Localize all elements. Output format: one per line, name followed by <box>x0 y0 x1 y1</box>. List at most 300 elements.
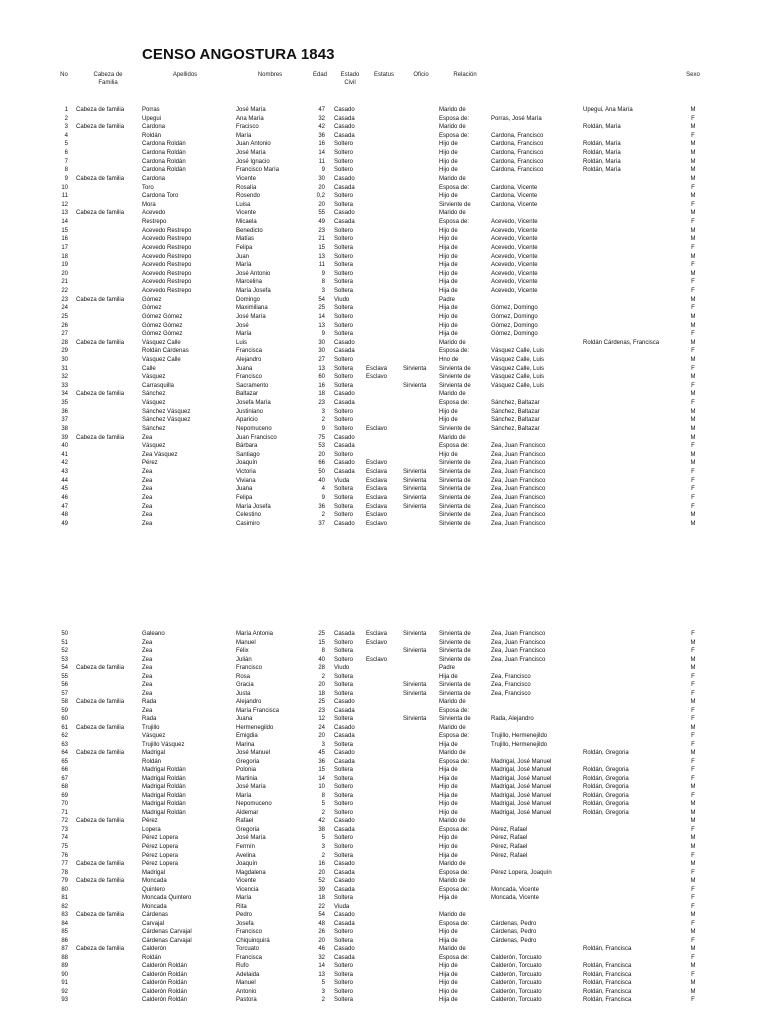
row-apellidos: Calderón Roldán <box>142 971 188 978</box>
row-apellidos: Cardona Roldán <box>142 167 186 174</box>
row-no: 39 <box>61 434 68 441</box>
row-no: 32 <box>61 374 68 381</box>
row-relacion: Marido de <box>439 818 466 825</box>
row-referencia: Gómez, Domingo <box>491 322 538 329</box>
row-estado-civil: Soltero <box>334 236 354 243</box>
row-referencia: Zea, Juan Francisco <box>491 460 546 467</box>
row-referencia: Zea, Juan Francisco <box>491 520 546 527</box>
row-edad: 28 <box>318 665 325 672</box>
row-edad: 30 <box>318 175 325 182</box>
row-nombres: Julián <box>236 656 252 663</box>
row-nombres: Aparicio <box>236 417 258 424</box>
row-no: 72 <box>61 818 68 825</box>
row-estado-civil: Casada <box>334 869 355 876</box>
row-cabeza: Cabeza de familia <box>76 861 125 868</box>
row-referencia: Acevedo, Vicente <box>491 288 538 295</box>
row-referencia: Madrigal, José Manuel <box>491 767 552 774</box>
row-apellidos: Zea <box>142 512 153 519</box>
row-apellidos: Zea <box>142 707 153 714</box>
row-relacion: Hijo de <box>439 141 458 148</box>
row-edad: 30 <box>318 339 325 346</box>
row-conyuge: Roldán, Francisca <box>583 980 632 987</box>
row-edad: 0,2 <box>316 193 325 200</box>
row-apellidos: Roldán <box>142 132 162 139</box>
row-no: 15 <box>61 227 68 234</box>
row-sexo: M <box>690 639 696 646</box>
row-apellidos: Zea <box>142 486 153 493</box>
row-estado-civil: Viuda <box>334 903 350 910</box>
row-sexo: F <box>691 767 695 774</box>
row-sexo: M <box>690 227 696 234</box>
row-apellidos: Gómez Gómez <box>142 313 183 320</box>
row-nombres: José María <box>236 150 266 157</box>
row-estado-civil: Soltero <box>334 270 354 277</box>
row-nombres: Vicente <box>236 175 256 182</box>
row-nombres: Josefa <box>236 920 254 927</box>
row-estatus: Esclava <box>366 477 388 484</box>
row-nombres: Viviana <box>236 477 256 484</box>
row-edad: 47 <box>318 107 325 113</box>
row-nombres: Polonia <box>236 767 257 774</box>
row-referencia: Cárdenas, Pedro <box>491 937 537 944</box>
row-no: 63 <box>61 741 68 748</box>
row-nombres: Marina <box>236 741 255 748</box>
row-nombres: Vicente <box>236 210 256 217</box>
row-apellidos: Acevedo Restrepo <box>142 253 192 260</box>
row-nombres: Francisca <box>236 954 263 961</box>
row-referencia: Cardona, Francisco <box>491 141 544 148</box>
row-referencia: Calderón, Torcuato <box>491 954 542 961</box>
row-sexo: F <box>691 348 695 355</box>
row-sexo: M <box>690 861 696 868</box>
row-oficio: Sirvienta <box>403 682 427 689</box>
row-edad: 25 <box>318 305 325 312</box>
row-apellidos: Madrigal Roldán <box>142 801 186 808</box>
row-nombres: Magdalena <box>236 869 266 876</box>
row-edad: 30 <box>318 348 325 355</box>
row-estado-civil: Soltera <box>334 682 354 689</box>
row-cabeza: Cabeza de familia <box>76 878 125 885</box>
row-estado-civil: Soltero <box>334 835 354 842</box>
row-estado-civil: Casada <box>334 115 355 122</box>
row-edad: 20 <box>318 451 325 458</box>
row-estado-civil: Soltera <box>334 201 354 208</box>
row-no: 45 <box>61 486 68 493</box>
row-apellidos: Vásquez Calle <box>142 356 181 363</box>
row-edad: 10 <box>318 784 325 791</box>
row-referencia: Acevedo, Vicente <box>491 279 538 286</box>
row-edad: 15 <box>318 639 325 646</box>
row-relacion: Hija de <box>439 775 458 782</box>
row-referencia: Madrigal, José Manuel <box>491 809 552 816</box>
row-apellidos: Acevedo <box>142 210 166 217</box>
row-conyuge: Roldán, Gregoria <box>583 784 629 791</box>
row-no: 35 <box>61 400 68 407</box>
row-referencia: Sánchez, Baltazar <box>491 400 540 407</box>
row-relacion: Esposa de: <box>439 733 470 740</box>
row-edad: 2 <box>321 673 325 680</box>
row-relacion: Sirviente de <box>439 374 471 381</box>
row-estado-civil: Casado <box>334 210 355 217</box>
row-estado-civil: Casada <box>334 184 355 191</box>
row-edad: 3 <box>321 844 325 850</box>
row-relacion: Hijo de <box>439 417 458 424</box>
row-apellidos: Pérez <box>142 818 158 825</box>
row-sexo: M <box>690 339 696 346</box>
row-edad: 13 <box>318 253 325 260</box>
row-estatus: Esclavo <box>366 512 388 519</box>
row-referencia: Calderón, Torcuato <box>491 997 542 1004</box>
row-apellidos: Pérez Lopera <box>142 852 179 859</box>
row-relacion: Esposa de: <box>439 707 470 714</box>
row-edad: 2 <box>321 997 325 1004</box>
row-edad: 14 <box>318 775 325 782</box>
row-relacion: Esposa de: <box>439 954 470 961</box>
row-nombres: Celestino <box>236 512 262 519</box>
row-no: 49 <box>61 520 68 527</box>
row-edad: 16 <box>318 382 325 389</box>
row-sexo: M <box>690 665 696 672</box>
row-estado-civil: Soltero <box>334 167 354 174</box>
row-edad: 22 <box>318 903 325 910</box>
row-no: 11 <box>61 193 68 200</box>
row-edad: 5 <box>321 835 325 842</box>
row-edad: 20 <box>318 733 325 740</box>
row-relacion: Sirvienta de <box>439 382 471 389</box>
row-apellidos: Pérez <box>142 460 158 467</box>
row-edad: 2 <box>321 417 325 424</box>
row-relacion: Hija de <box>439 288 458 295</box>
row-apellidos: Zea <box>142 656 153 663</box>
row-estado-civil: Soltera <box>334 775 354 782</box>
row-sexo: F <box>691 184 695 191</box>
row-estado-civil: Casada <box>334 733 355 740</box>
row-referencia: Acevedo, Vicente <box>491 236 538 243</box>
row-apellidos: Gómez <box>142 305 162 312</box>
row-apellidos: Rada <box>142 716 157 723</box>
row-referencia: Calderón, Torcuato <box>491 988 542 995</box>
row-no: 85 <box>61 929 68 936</box>
row-sexo: F <box>691 244 695 251</box>
row-oficio: Sirvienta <box>403 365 427 372</box>
row-edad: 13 <box>318 365 325 372</box>
row-edad: 20 <box>318 682 325 689</box>
row-estado-civil: Casada <box>334 132 355 139</box>
row-referencia: Zea, Juan Francisco <box>491 639 546 646</box>
row-nombres: Josefa María <box>236 400 271 407</box>
row-cabeza: Cabeza de familia <box>76 339 125 346</box>
row-relacion: Hija de <box>439 971 458 978</box>
row-edad: 9 <box>321 425 325 432</box>
row-relacion: Marido de <box>439 107 466 113</box>
row-relacion: Sirvienta de <box>439 682 471 689</box>
row-referencia: Acevedo, Vicente <box>491 219 538 226</box>
row-relacion: Hija de <box>439 741 458 748</box>
row-no: 19 <box>61 262 68 269</box>
row-sexo: F <box>691 486 695 493</box>
row-relacion: Hija de <box>439 895 458 902</box>
row-estado-civil: Casada <box>334 400 355 407</box>
row-estado-civil: Viuda <box>334 477 350 484</box>
row-edad: 14 <box>318 963 325 970</box>
row-nombres: Ana María <box>236 115 264 122</box>
row-no: 59 <box>61 707 68 714</box>
row-referencia: Zea, Francisco <box>491 690 531 697</box>
row-no: 8 <box>64 167 68 174</box>
row-relacion: Hija de <box>439 673 458 680</box>
row-sexo: M <box>690 391 696 398</box>
row-relacion: Padre <box>439 296 456 303</box>
row-sexo: M <box>690 724 696 731</box>
row-sexo: F <box>691 115 695 122</box>
row-edad: 25 <box>318 631 325 637</box>
row-no: 82 <box>61 903 68 910</box>
row-edad: 32 <box>318 954 325 961</box>
row-edad: 2 <box>321 852 325 859</box>
row-sexo: F <box>691 673 695 680</box>
row-estado-civil: Casado <box>334 818 355 825</box>
row-nombres: María <box>236 132 252 139</box>
row-apellidos: Acevedo Restrepo <box>142 288 192 295</box>
row-relacion: Marido de <box>439 750 466 757</box>
row-sexo: M <box>690 107 696 113</box>
row-sexo: M <box>690 236 696 243</box>
row-nombres: Francisco <box>236 665 263 672</box>
row-edad: 13 <box>318 322 325 329</box>
row-no: 42 <box>61 460 68 467</box>
row-apellidos: Moncada <box>142 903 167 910</box>
row-nombres: Juan Francisco <box>236 434 277 441</box>
row-referencia: Trujillo, Hermenejildo <box>491 741 548 748</box>
row-apellidos: Pérez Lopera <box>142 835 179 842</box>
row-sexo: F <box>691 631 695 637</box>
row-referencia: Madrigal, José Manuel <box>491 801 552 808</box>
row-nombres: Manuel <box>236 980 256 987</box>
row-sexo: F <box>691 716 695 723</box>
row-edad: 45 <box>318 750 325 757</box>
row-sexo: F <box>691 382 695 389</box>
row-sexo: M <box>690 963 696 970</box>
header-estado-civil: Estado Civil <box>340 72 360 86</box>
row-referencia: Porras, José María <box>491 115 542 122</box>
row-nombres: Alejandro <box>236 699 262 706</box>
page-title: CENSO ANGOSTURA 1843 <box>142 46 335 63</box>
row-edad: 15 <box>318 767 325 774</box>
row-estado-civil: Soltero <box>334 193 354 200</box>
row-no: 25 <box>61 313 68 320</box>
row-no: 66 <box>61 767 68 774</box>
row-relacion: Esposa de: <box>439 886 470 893</box>
row-referencia: Zea, Juan Francisco <box>491 451 546 458</box>
row-edad: 3 <box>321 288 325 295</box>
row-sexo: M <box>690 374 696 381</box>
row-referencia: Acevedo, Vicente <box>491 253 538 260</box>
row-no: 22 <box>61 288 68 295</box>
row-conyuge: Roldán, María <box>583 167 621 174</box>
row-conyuge: Roldán, Francisca <box>583 971 632 978</box>
row-apellidos: Zea Vásquez <box>142 451 178 458</box>
row-edad: 23 <box>318 707 325 714</box>
row-estado-civil: Soltero <box>334 512 354 519</box>
row-edad: 3 <box>321 741 325 748</box>
row-no: 37 <box>61 417 68 424</box>
row-no: 3 <box>64 124 68 131</box>
row-relacion: Hijo de <box>439 158 458 165</box>
row-oficio: Sirvienta <box>403 690 427 697</box>
row-estado-civil: Casada <box>334 954 355 961</box>
row-conyuge: Roldán, Gregoria <box>583 809 629 816</box>
row-estado-civil: Soltera <box>334 937 354 944</box>
row-apellidos: Acevedo Restrepo <box>142 270 192 277</box>
row-nombres: Rosalía <box>236 184 257 191</box>
row-apellidos: Madrigal <box>142 750 166 757</box>
row-relacion: Esposa de: <box>439 219 470 226</box>
row-estado-civil: Casada <box>334 758 355 765</box>
row-edad: 23 <box>318 400 325 407</box>
row-apellidos: Pérez Lopera <box>142 861 179 868</box>
row-referencia: Vásquez Calle, Luis <box>491 365 545 372</box>
row-nombres: Maximiliana <box>236 305 268 312</box>
row-apellidos: Vásquez Calle <box>142 339 181 346</box>
row-sexo: M <box>690 417 696 424</box>
row-no: 77 <box>61 861 68 868</box>
row-nombres: Justiniano <box>236 408 264 415</box>
row-apellidos: Acevedo Restrepo <box>142 227 192 234</box>
row-oficio: Sirvienta <box>403 382 427 389</box>
row-relacion: Marido de <box>439 124 466 131</box>
row-apellidos: Zea <box>142 690 153 697</box>
row-sexo: F <box>691 201 695 208</box>
row-nombres: Felipa <box>236 244 253 251</box>
row-edad: 3 <box>321 988 325 995</box>
row-no: 18 <box>61 253 68 260</box>
row-referencia: Cárdenas, Pedro <box>491 929 537 936</box>
row-sexo: M <box>690 460 696 467</box>
row-nombres: Casimiro <box>236 520 260 527</box>
row-estatus: Esclavo <box>366 656 388 663</box>
row-no: 24 <box>61 305 68 312</box>
row-conyuge: Roldán Cárdenas, Francisca <box>583 339 660 346</box>
row-no: 1 <box>64 107 68 113</box>
row-no: 92 <box>61 988 68 995</box>
row-sexo: M <box>690 844 696 850</box>
row-relacion: Sirviente de <box>439 512 471 519</box>
row-cabeza: Cabeza de familia <box>76 724 125 731</box>
row-nombres: Juan <box>236 253 250 260</box>
row-nombres: Avelina <box>236 852 256 859</box>
row-edad: 5 <box>321 980 325 987</box>
row-relacion: Sirviente de <box>439 460 471 467</box>
row-edad: 9 <box>321 331 325 338</box>
row-estado-civil: Soltero <box>334 451 354 458</box>
row-relacion: Marido de <box>439 861 466 868</box>
row-referencia: Acevedo, Vicente <box>491 270 538 277</box>
row-sexo: F <box>691 733 695 740</box>
row-relacion: Hija de <box>439 244 458 251</box>
row-referencia: Sánchez, Baltazar <box>491 417 540 424</box>
row-nombres: Hermenegildo <box>236 724 274 731</box>
row-estado-civil: Casado <box>334 460 355 467</box>
row-estado-civil: Casado <box>334 434 355 441</box>
row-no: 90 <box>61 971 68 978</box>
row-nombres: Luis <box>236 339 248 346</box>
row-apellidos: Galeano <box>142 631 165 637</box>
row-sexo: M <box>690 980 696 987</box>
row-apellidos: Vásquez <box>142 443 166 450</box>
row-nombres: Francisco <box>236 929 263 936</box>
row-cabeza: Cabeza de familia <box>76 946 125 953</box>
row-referencia: Zea, Juan Francisco <box>491 494 546 501</box>
row-edad: 21 <box>318 236 325 243</box>
row-nombres: Aldemar <box>236 809 259 816</box>
row-relacion: Marido de <box>439 210 466 217</box>
row-referencia: Pérez, Rafael <box>491 852 528 859</box>
row-estado-civil: Soltera <box>334 690 354 697</box>
row-estado-civil: Soltera <box>334 279 354 286</box>
row-apellidos: Lopera <box>142 826 161 833</box>
row-apellidos: Cardona <box>142 124 166 131</box>
row-apellidos: Calderón Roldán <box>142 988 188 995</box>
header-apellidos: Apellidos <box>172 72 198 78</box>
row-edad: 38 <box>318 826 325 833</box>
row-apellidos: Acevedo Restrepo <box>142 244 192 251</box>
row-relacion: Hijo de <box>439 227 458 234</box>
row-nombres: Fracisco <box>236 124 259 131</box>
row-apellidos: Moncada Quintero <box>142 895 192 902</box>
row-sexo: M <box>690 929 696 936</box>
row-nombres: Nepomuceno <box>236 425 272 432</box>
row-relacion: Esposa de: <box>439 400 470 407</box>
row-sexo: M <box>690 809 696 816</box>
row-nombres: Victoria <box>236 469 256 476</box>
row-edad: 8 <box>321 279 325 286</box>
row-relacion: Marido de <box>439 391 466 398</box>
row-apellidos: Cardona Roldán <box>142 150 186 157</box>
row-apellidos: Toro <box>142 184 154 191</box>
row-no: 29 <box>61 348 68 355</box>
row-no: 75 <box>61 844 68 850</box>
row-no: 20 <box>61 270 68 277</box>
row-sexo: M <box>690 425 696 432</box>
row-no: 74 <box>61 835 68 842</box>
row-nombres: Marcelina <box>236 279 263 286</box>
row-estado-civil: Casado <box>334 391 355 398</box>
row-nombres: Matías <box>236 236 255 243</box>
row-nombres: Juana <box>236 716 253 723</box>
row-edad: 8 <box>321 792 325 799</box>
row-apellidos: Zea <box>142 648 153 655</box>
row-relacion: Hija de <box>439 792 458 799</box>
row-no: 40 <box>61 443 68 450</box>
row-apellidos: Sánchez Vásquez <box>142 408 191 415</box>
row-apellidos: Vásquez <box>142 733 166 740</box>
row-cabeza: Cabeza de familia <box>76 210 125 217</box>
row-edad: 3 <box>321 408 325 415</box>
row-oficio: Sirvienta <box>403 469 427 476</box>
row-edad: 42 <box>318 124 325 131</box>
row-estado-civil: Soltera <box>334 331 354 338</box>
row-estado-civil: Casada <box>334 826 355 833</box>
row-estado-civil: Casado <box>334 699 355 706</box>
row-sexo: F <box>691 477 695 484</box>
row-edad: 52 <box>318 878 325 885</box>
row-no: 28 <box>61 339 68 346</box>
row-no: 14 <box>61 219 68 226</box>
row-edad: 9 <box>321 494 325 501</box>
row-relacion: Sirvienta de <box>439 477 471 484</box>
row-sexo: M <box>690 946 696 953</box>
row-sexo: F <box>691 288 695 295</box>
